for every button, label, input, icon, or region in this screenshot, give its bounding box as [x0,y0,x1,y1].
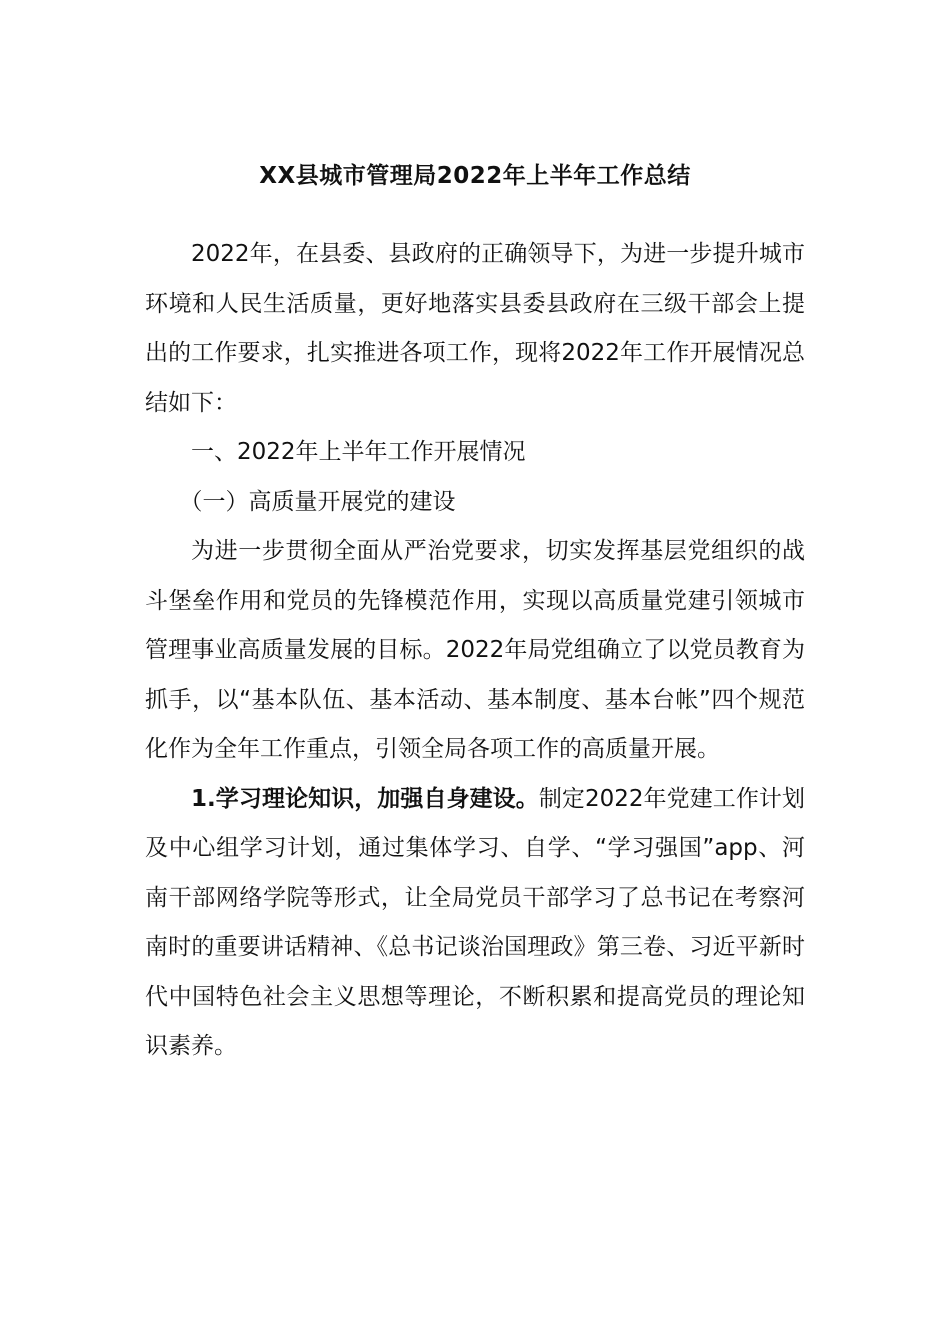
subsection-paragraph: 为进一步贯彻全面从严治党要求，切实发挥基层党组织的战斗堡垒作用和党员的先锋模范作用，实现以高质量党建引领城市管理事业高质量发展的目标。2022年局党组确立了以党员教育为抓手，以“基本队伍、基本活动、基本制度、基本台帐”四个规范化作为全年工作重点，引领全局各项工作的高质量开展。 [145,538,805,762]
item-paragraph [145,775,805,1072]
document-body [145,230,805,1072]
section-heading: 一、2022年上半年工作开展情况 [191,439,526,465]
document-title: XX县城市管理局2022年上半年工作总结 [259,163,691,189]
intro-paragraph: 2022年，在县委、县政府的正确领导下，为进一步提升城市环境和人民生活质量，更好地落实县委县政府在三级干部会上提出的工作要求，扎实推进各项工作，现将2022年工作开展情况总结如下： [145,241,805,416]
item-lead: 1.学习理论知识，加强自身建设。 [191,785,539,812]
item-text: 制定2022年党建工作计划及中心组学习计划，通过集体学习、自学、“学习强国”app、河南干部网络学院等形式，让全局党员干部学习了总书记在考察河南时的重要讲话精神、《总书记谈治国理政》第三卷、习近平新时代中国特色社会主义思想等理论，不断积累和提高党员的理论知识素养。 [145,785,805,1059]
subsection-heading: （一）高质量开展党的建设 [179,488,456,515]
